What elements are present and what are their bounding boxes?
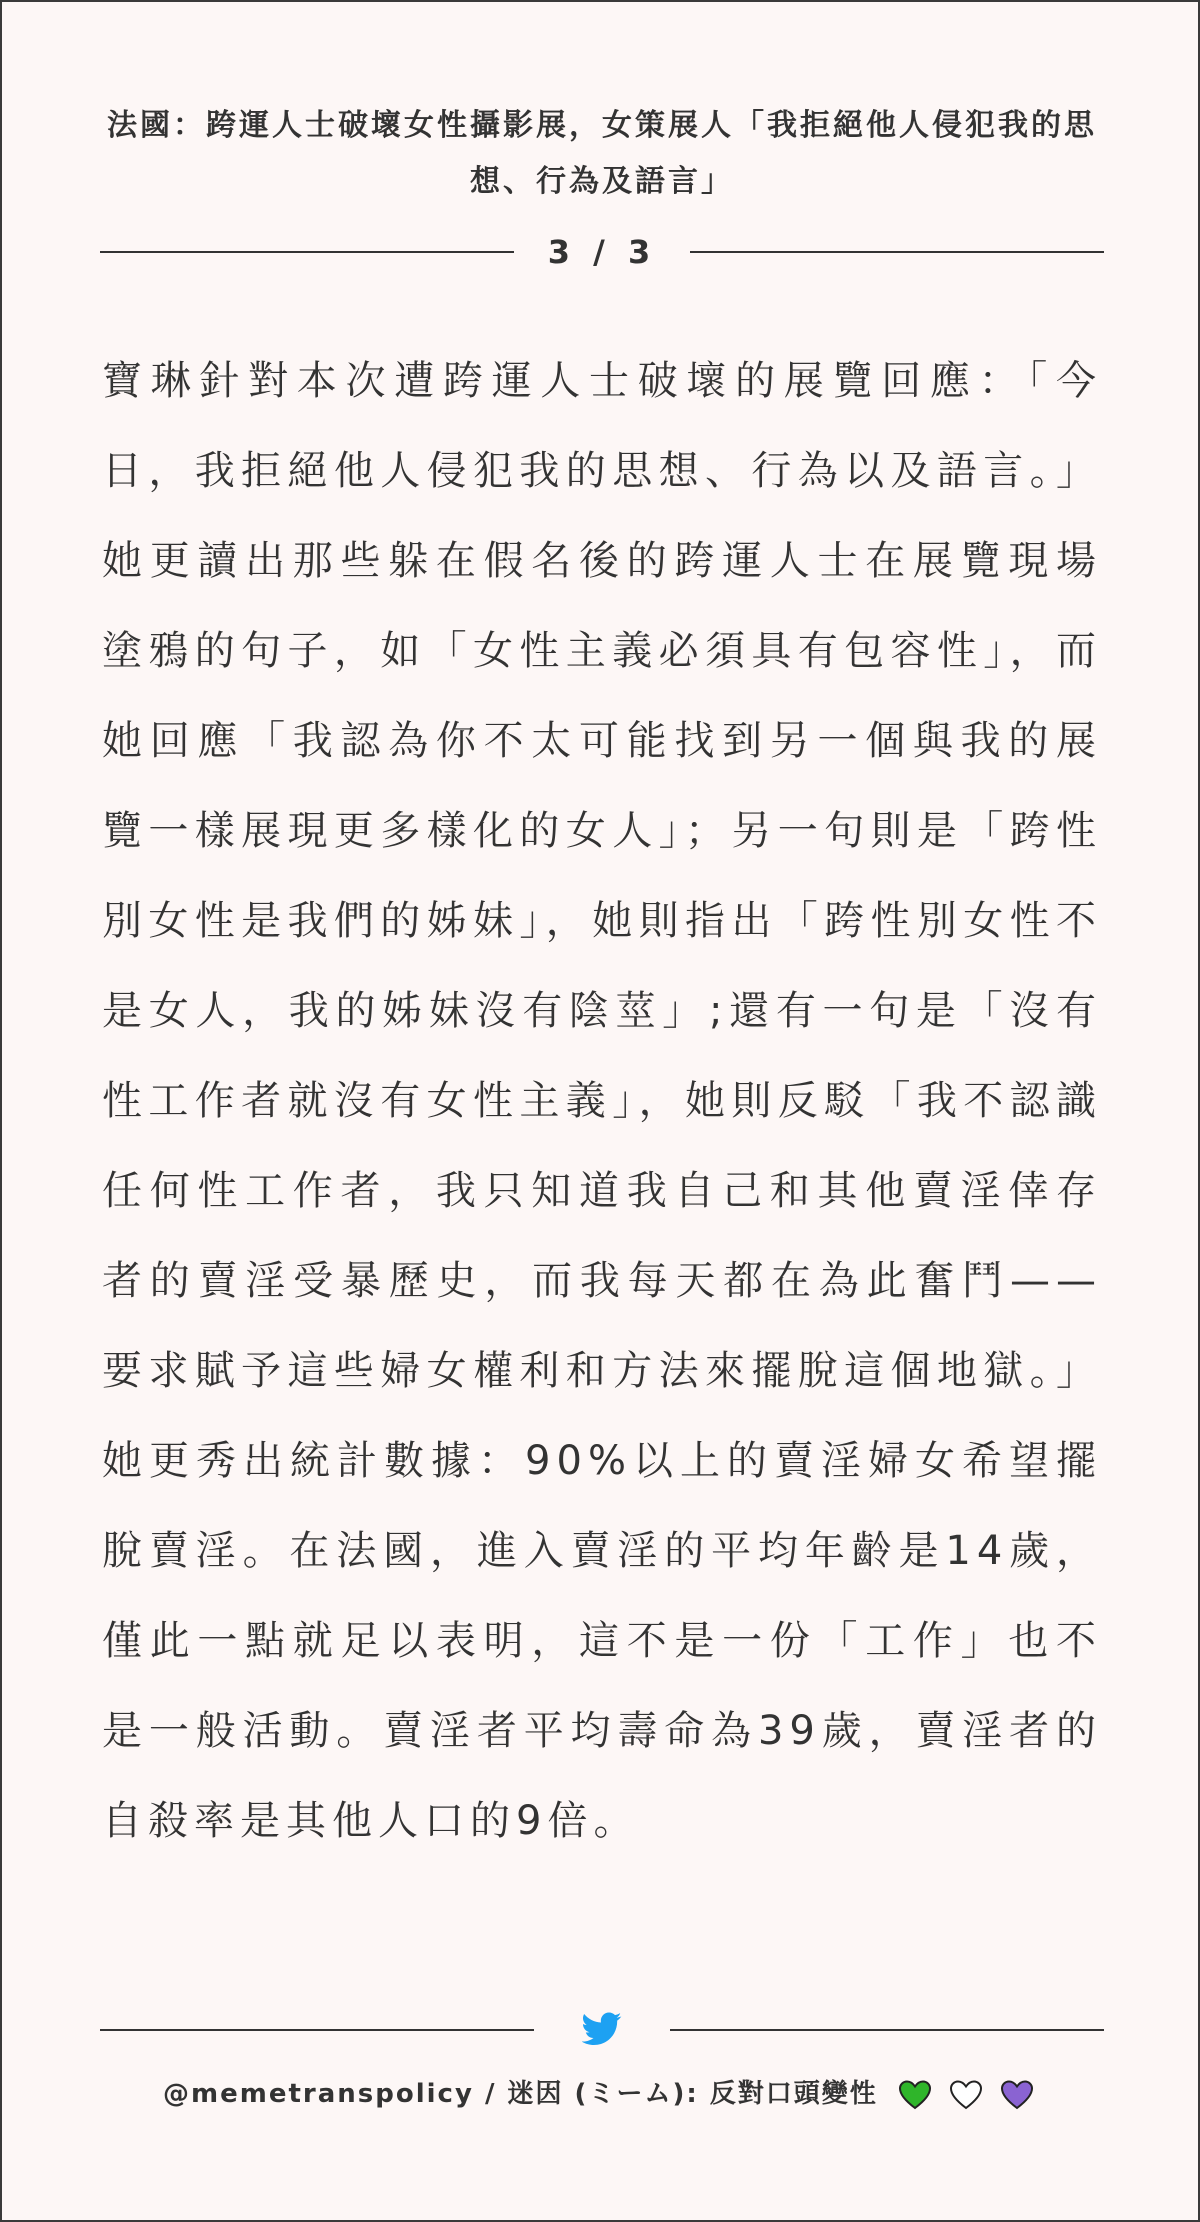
white-heart-icon <box>950 2080 982 2110</box>
footer-divider <box>100 2008 1104 2052</box>
green-heart-icon <box>899 2080 931 2110</box>
article-title: 法國：跨運人士破壞女性攝影展，女策展人「我拒絕他人侵犯我的思想、行為及語言」 <box>107 108 1097 199</box>
footer-credit <box>2 2074 1198 2115</box>
article-body: 寶琳針對本次遭跨運人士破壞的展覽回應：「今日，我拒絕他人侵犯我的思想、行為以及語言。」她更讀出那些躲在假名後的跨運人士在展覽現場塗鴉的句子，如「女性主義必須具有包容性」，而她回應「我認為你不太可能找到另一個與我的展覽一樣展現更多樣化的女人」；另一句則是「跨性別女性是我們的姊妹」，她則指出「跨性別女性不是女人，我的姊妹沒有陰莖」;還有一句是「沒有性工作者就沒有女性主義」，她則反駁「我不認識任何性工作者，我只知道我自己和其他賣淫倖存者的賣淫受暴歷史，而我每天都在為此奮鬥——要求賦予這些婦女權利和方法來擺脫這個地獄。」她更秀出統計數據：90%以上的賣淫婦女希望擺脫賣淫。在法國，進入賣淫的平均年齡是14歲，僅此一點就足以表明，這不是一份「工作」也不是一般活動。賣淫者平均壽命為39歲，賣淫者的自殺率是其他人口的9倍。 <box>102 358 1102 1844</box>
divider-line <box>100 2029 534 2031</box>
page-indicator: 3 / 3 <box>547 233 657 271</box>
divider-line <box>670 2029 1104 2031</box>
heart-icons <box>895 2075 1037 2115</box>
twitter-bird-icon <box>582 2012 622 2046</box>
footer-handle: @memetranspolicy / 迷因 (ミーム): 反對口頭變性 <box>163 2079 878 2109</box>
divider-line <box>690 251 1104 253</box>
page-indicator-row <box>100 230 1104 274</box>
purple-heart-icon <box>1001 2080 1033 2110</box>
